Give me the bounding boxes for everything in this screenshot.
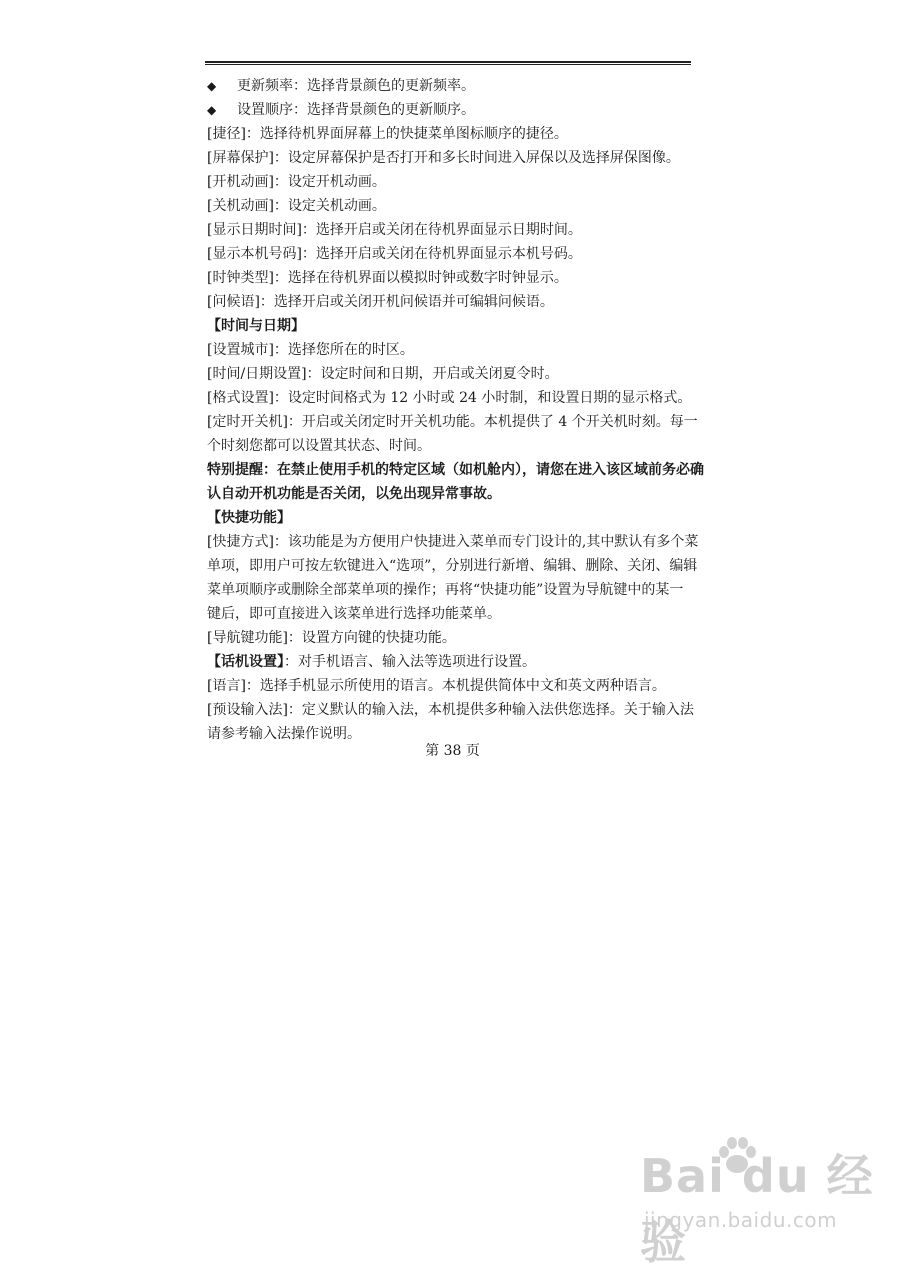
bullet-item — [207, 98, 695, 122]
setting-line: [时间/日期设置]：设定时间和日期，开启或关闭夏令时。 — [207, 366, 559, 382]
bullet-item — [207, 74, 695, 98]
diamond-bullet-icon: ◆ — [207, 79, 217, 93]
bullet-text: 设置顺序：选择背景颜色的更新顺序。 — [237, 102, 475, 118]
warning-line: 特别提醒：在禁止使用手机的特定区域（如机舱内），请您在进入该区域前务必确 — [207, 462, 704, 478]
watermark-logo: Bai du 经验 — [640, 1149, 874, 1269]
setting-line: 个时刻您都可以设置其状态、时间。 — [207, 438, 431, 454]
header-rule — [205, 61, 691, 65]
setting-line: [时钟类型]：选择在待机界面以模拟时钟或数字时钟显示。 — [207, 270, 568, 286]
section-heading-time: 【时间与日期】 — [207, 318, 305, 334]
setting-line: [问候语]：选择开启或关闭开机问候语并可编辑问候语。 — [207, 294, 554, 310]
warning-line: 认自动开机功能是否关闭，以免出现异常事故。 — [207, 486, 501, 502]
setting-line: 单项，即用户可按左软键进入“选项”，分别进行新增、编辑、删除、关闭、编辑 — [207, 558, 698, 574]
setting-line: [屏幕保护]：设定屏幕保护是否打开和多长时间进入屏保以及选择屏保图像。 — [207, 150, 680, 166]
section-heading-shortcut: 【快捷功能】 — [207, 510, 291, 526]
setting-line: [捷径]：选择待机界面屏幕上的快捷菜单图标顺序的捷径。 — [207, 126, 568, 142]
setting-line: [显示日期时间]：选择开启或关闭在待机界面显示日期时间。 — [207, 222, 582, 238]
setting-line: [关机动画]：设定关机动画。 — [207, 198, 386, 214]
page-number: 第 38 页 — [425, 743, 480, 759]
bullet-text: 更新频率：选择背景颜色的更新频率。 — [237, 78, 475, 94]
setting-line: [定时开关机]：开启或关闭定时开关机功能。本机提供了 4 个开关机时刻。每一 — [207, 414, 698, 430]
setting-line: [开机动画]：设定开机动画。 — [207, 174, 386, 190]
setting-line: 键后，即可直接进入该菜单进行选择功能菜单。 — [207, 606, 501, 622]
setting-line: [预设输入法]：定义默认的输入法，本机提供多种输入法供您选择。关于输入法 — [207, 702, 694, 718]
setting-line: [快捷方式]：该功能是为方便用户快捷进入菜单而专门设计的,其中默认有多个菜 — [207, 534, 699, 550]
setting-line: [导航键功能]：设置方向键的快捷功能。 — [207, 630, 456, 646]
setting-line: [设置城市]：选择您所在的时区。 — [207, 342, 414, 358]
setting-line: [显示本机号码]：选择开启或关闭在待机界面显示本机号码。 — [207, 246, 582, 262]
document-body — [207, 74, 704, 746]
diamond-bullet-icon: ◆ — [207, 103, 217, 117]
setting-line: [格式设置]：设定时间格式为 12 小时或 24 小时制，和设置日期的显示格式。 — [207, 390, 692, 406]
watermark-url: jingyan.baidu.com — [644, 1208, 838, 1232]
setting-line: 请参考输入法操作说明。 — [207, 726, 361, 742]
phone-settings-heading: 【话机设置】 — [207, 654, 284, 670]
section-heading-phone — [207, 650, 695, 674]
phone-settings-text: ：对手机语言、输入法等选项进行设置。 — [284, 654, 536, 670]
baidu-watermark — [640, 1140, 880, 1269]
setting-line: [语言]：选择手机显示所使用的语言。本机提供简体中文和英文两种语言。 — [207, 678, 666, 694]
setting-line: 菜单项顺序或删除全部菜单项的操作；再将“快捷功能”设置为导航键中的某一 — [207, 582, 684, 598]
